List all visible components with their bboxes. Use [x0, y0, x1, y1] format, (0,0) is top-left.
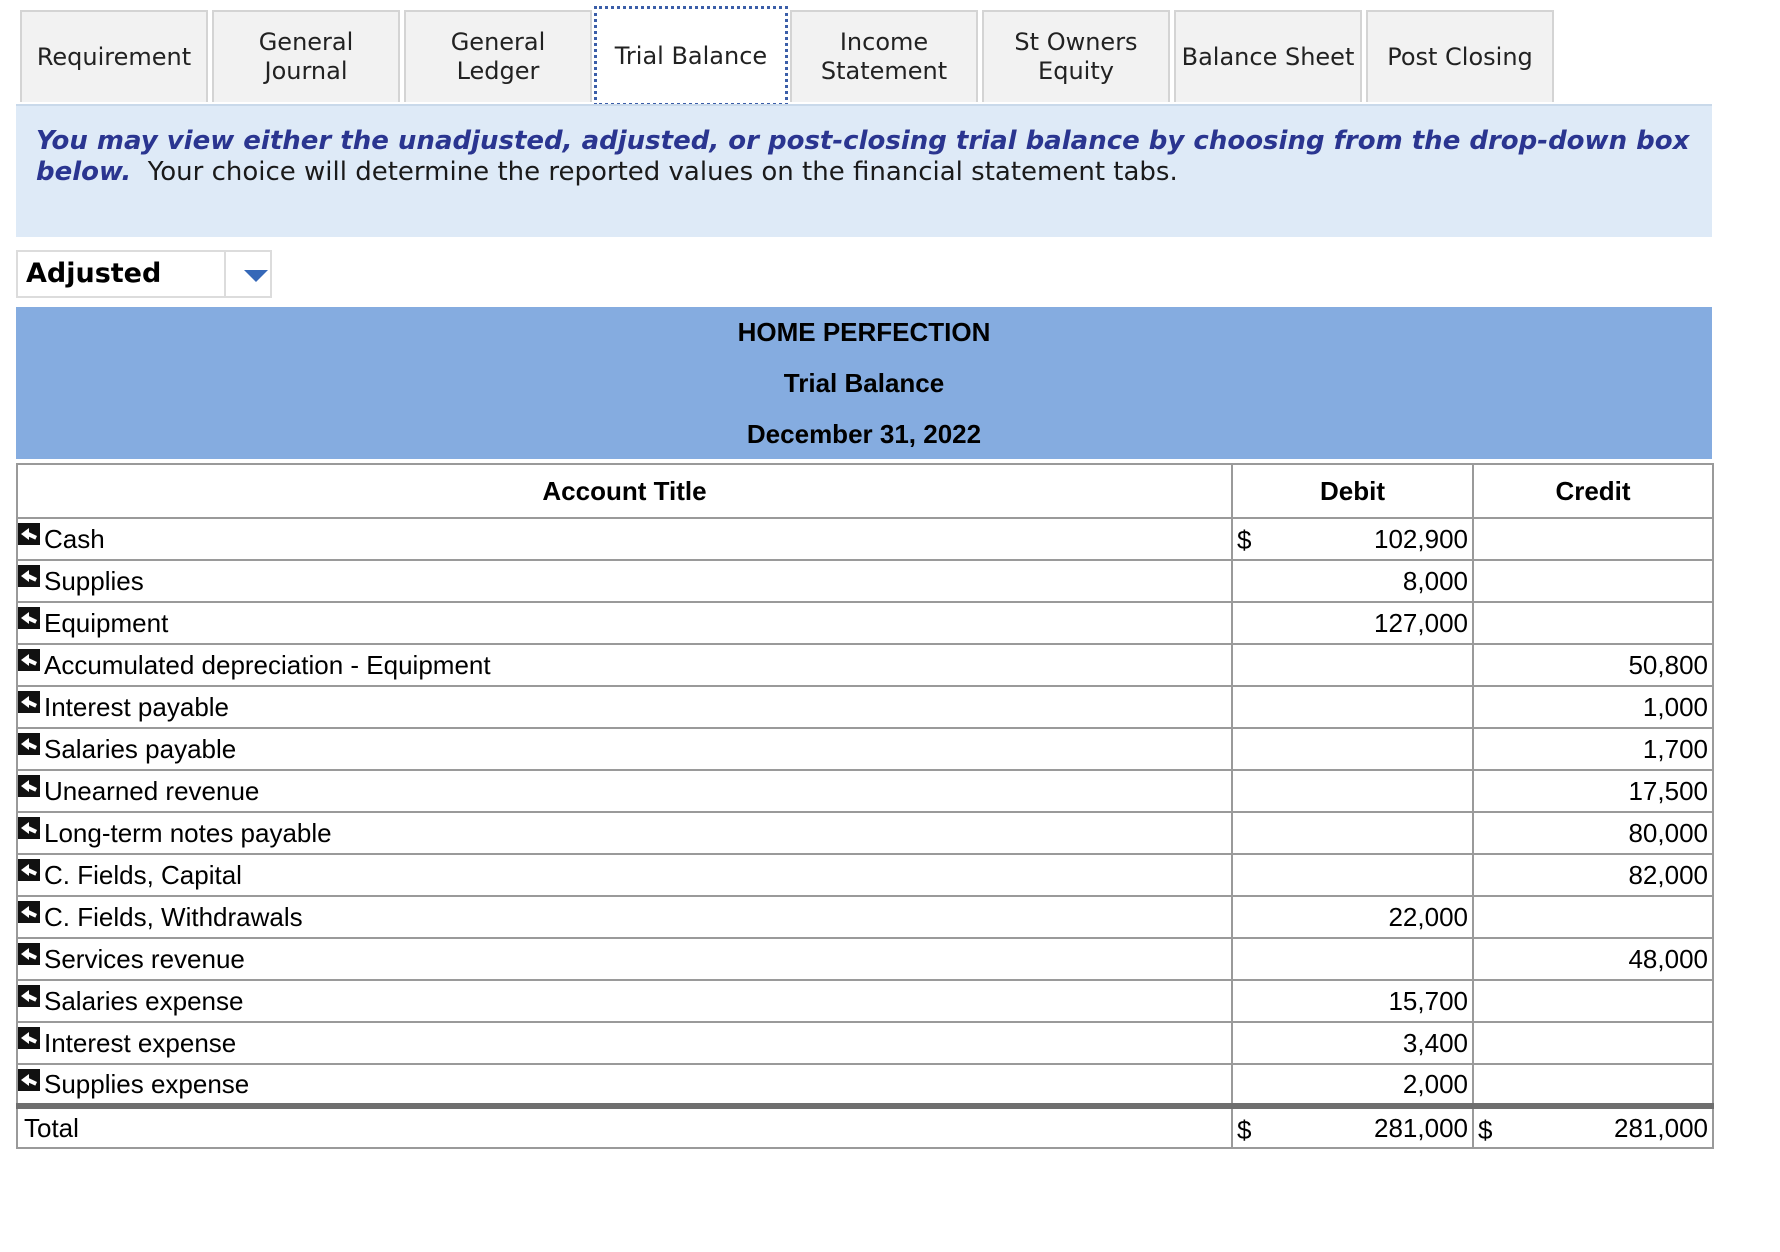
total-row [17, 1106, 1713, 1148]
currency-symbol: $ [1237, 1115, 1252, 1145]
credit-cell [1473, 980, 1713, 1022]
return-arrow-icon[interactable] [18, 607, 40, 629]
return-arrow-icon[interactable] [18, 733, 40, 755]
header-credit: Credit [1473, 464, 1713, 518]
tab-post-closing[interactable]: Post Closing [1366, 10, 1554, 102]
debit-cell [1232, 938, 1473, 980]
table-row [17, 728, 1713, 770]
total-label: Total [17, 1106, 1232, 1148]
table-row [17, 644, 1713, 686]
instruction-text: Your choice will determine the reported values on the financial statement tabs. [147, 157, 1178, 187]
debit-cell [1232, 686, 1473, 728]
tab-requirement[interactable]: Requirement [20, 10, 208, 102]
tab-income-statement[interactable]: Income Statement [790, 10, 978, 102]
account-title-cell [17, 770, 1232, 812]
tab-st-owners-equity[interactable]: St Owners Equity [982, 10, 1170, 102]
return-arrow-icon[interactable] [18, 523, 40, 545]
table-row [17, 896, 1713, 938]
statement-title: Trial Balance [783, 368, 945, 398]
table-row [17, 518, 1713, 560]
account-title-cell [17, 602, 1232, 644]
account-title: Long-term notes payable [44, 817, 332, 848]
account-title-cell [17, 938, 1232, 980]
debit-cell [1232, 602, 1473, 644]
account-title-cell [17, 686, 1232, 728]
account-title-cell [17, 560, 1232, 602]
credit-value: 48,000 [1628, 943, 1708, 974]
debit-cell [1232, 896, 1473, 938]
return-arrow-icon[interactable] [18, 1069, 40, 1091]
trial-balance-table [16, 463, 1714, 1149]
return-arrow-icon[interactable] [18, 901, 40, 923]
account-title: Services revenue [44, 943, 245, 974]
table-row [17, 1022, 1713, 1064]
statement-heading [16, 307, 1712, 459]
credit-value: 17,500 [1628, 775, 1708, 806]
credit-cell [1473, 518, 1713, 560]
account-title: Interest payable [44, 691, 230, 722]
table-row [17, 602, 1713, 644]
chevron-down-icon[interactable] [244, 270, 268, 282]
account-title-cell [17, 812, 1232, 854]
account-title-cell [17, 1064, 1232, 1106]
credit-cell [1473, 1022, 1713, 1064]
header-account-title: Account Title [17, 464, 1232, 518]
header-debit: Debit [1232, 464, 1473, 518]
tab-trial-balance[interactable]: Trial Balance [594, 6, 788, 106]
company-name: HOME PERFECTION [737, 317, 991, 347]
total-credit: 281,000 [1614, 1112, 1708, 1143]
debit-value: 22,000 [1388, 901, 1468, 932]
account-title: Accumulated depreciation - Equipment [44, 649, 491, 680]
select-value: Adjusted [26, 258, 162, 289]
account-title: Salaries payable [44, 733, 237, 764]
credit-value: 50,800 [1628, 649, 1708, 680]
debit-cell [1232, 1022, 1473, 1064]
account-title: C. Fields, Withdrawals [44, 901, 303, 932]
account-title-cell [17, 980, 1232, 1022]
total-debit-cell [1232, 1106, 1473, 1148]
debit-cell [1232, 518, 1473, 560]
debit-value: 2,000 [1402, 1068, 1468, 1099]
select-divider [224, 252, 226, 296]
table-row [17, 1064, 1713, 1106]
debit-cell [1232, 728, 1473, 770]
return-arrow-icon[interactable] [18, 775, 40, 797]
account-title-cell [17, 896, 1232, 938]
account-title: Unearned revenue [44, 775, 260, 806]
debit-value: 127,000 [1374, 607, 1468, 638]
debit-value: 8,000 [1402, 565, 1468, 596]
debit-value: 3,400 [1402, 1027, 1468, 1058]
debit-cell [1232, 770, 1473, 812]
return-arrow-icon[interactable] [18, 691, 40, 713]
debit-cell [1232, 1064, 1473, 1106]
currency-symbol: $ [1237, 525, 1252, 555]
account-title: Cash [44, 523, 105, 554]
debit-cell [1232, 812, 1473, 854]
table-row [17, 812, 1713, 854]
account-title-cell [17, 728, 1232, 770]
credit-cell [1473, 644, 1713, 686]
account-title: Supplies [44, 565, 144, 596]
credit-value: 1,700 [1642, 733, 1708, 764]
statement-date: December 31, 2022 [746, 419, 982, 449]
return-arrow-icon[interactable] [18, 985, 40, 1007]
currency-symbol: $ [1478, 1115, 1493, 1145]
credit-cell [1473, 854, 1713, 896]
table-row [17, 560, 1713, 602]
tab-balance-sheet[interactable]: Balance Sheet [1174, 10, 1362, 102]
return-arrow-icon[interactable] [18, 817, 40, 839]
credit-cell [1473, 938, 1713, 980]
credit-cell [1473, 728, 1713, 770]
debit-cell [1232, 980, 1473, 1022]
return-arrow-icon[interactable] [18, 565, 40, 587]
trial-balance-type-select[interactable] [16, 250, 272, 298]
debit-value: 102,900 [1374, 523, 1468, 554]
header-row [17, 464, 1713, 518]
credit-value: 82,000 [1628, 859, 1708, 890]
instruction-emphasis: You may view either the unadjusted, adjusted, or post-closing trial balance by choosing from the drop-down box below. [36, 126, 1690, 187]
account-title-cell [17, 1022, 1232, 1064]
account-title-cell [17, 644, 1232, 686]
credit-cell [1473, 812, 1713, 854]
debit-cell [1232, 560, 1473, 602]
credit-value: 1,000 [1642, 691, 1708, 722]
credit-cell [1473, 896, 1713, 938]
account-title-cell [17, 518, 1232, 560]
account-title: Interest expense [44, 1027, 237, 1058]
tab-general-journal[interactable]: General Journal [212, 10, 400, 102]
table-row [17, 854, 1713, 896]
total-debit: 281,000 [1374, 1112, 1468, 1143]
return-arrow-icon[interactable] [18, 649, 40, 671]
total-credit-cell [1473, 1106, 1713, 1148]
table-row [17, 938, 1713, 980]
return-arrow-icon[interactable] [18, 1027, 40, 1049]
return-arrow-icon[interactable] [18, 859, 40, 881]
debit-value: 15,700 [1388, 985, 1468, 1016]
credit-cell [1473, 1064, 1713, 1106]
credit-cell [1473, 686, 1713, 728]
instruction-banner [16, 106, 1712, 237]
account-title: C. Fields, Capital [44, 859, 242, 890]
account-title-cell [17, 854, 1232, 896]
debit-cell [1232, 854, 1473, 896]
credit-cell [1473, 602, 1713, 644]
table-row [17, 686, 1713, 728]
account-title: Supplies expense [44, 1068, 250, 1099]
table-row [17, 980, 1713, 1022]
return-arrow-icon[interactable] [18, 943, 40, 965]
tab-general-ledger[interactable]: General Ledger [404, 10, 592, 102]
debit-cell [1232, 644, 1473, 686]
credit-value: 80,000 [1628, 817, 1708, 848]
account-title: Salaries expense [44, 985, 244, 1016]
credit-cell [1473, 770, 1713, 812]
table-row [17, 770, 1713, 812]
credit-cell [1473, 560, 1713, 602]
account-title: Equipment [44, 607, 169, 638]
